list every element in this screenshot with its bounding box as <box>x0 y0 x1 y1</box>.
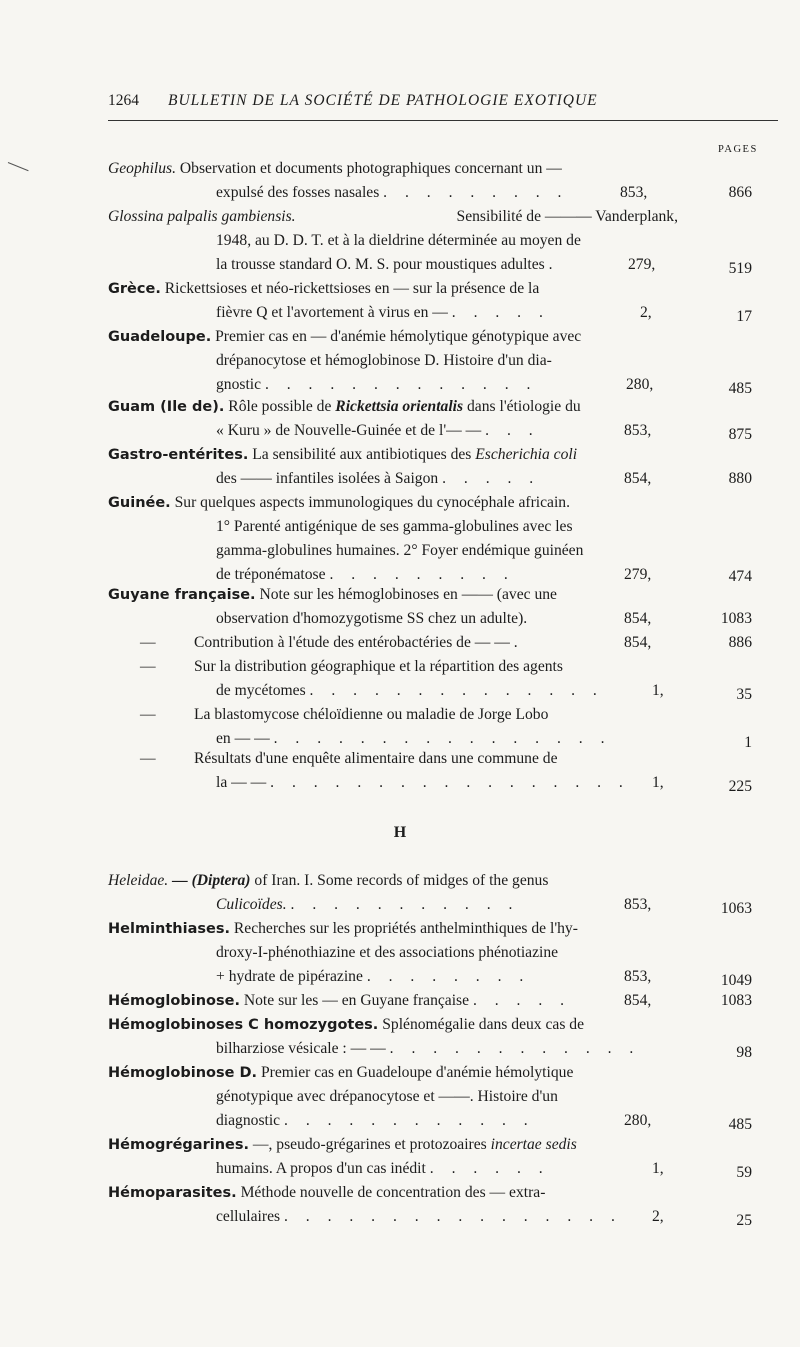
page-ref: 1083 <box>720 610 752 627</box>
page-ref: 98 <box>736 1044 752 1061</box>
volume-ref: 853, <box>620 184 648 201</box>
volume-ref: 2, <box>652 1208 664 1225</box>
volume-ref: 853, <box>624 422 652 439</box>
entry-text: Splénomégalie dans deux cas de <box>382 1016 585 1033</box>
ditto-dash: — <box>140 658 156 675</box>
entry-head: Geophilus. <box>108 160 177 177</box>
entry-text: des —— infantiles isolées à Saigon <box>216 470 439 487</box>
entry-text: fièvre Q et l'avortement à virus en — <box>216 304 448 321</box>
entry-text: Résultats d'une enquête alimentaire dans une commune de <box>194 750 558 767</box>
volume-ref: 1, <box>652 1160 664 1177</box>
entry-text: 1948, au D. D. T. et à la dieldrine déterminée au moyen de <box>216 232 581 249</box>
entry-head: Heleidae. <box>108 872 169 889</box>
entry-text: humains. A propos d'un cas inédit <box>216 1160 426 1177</box>
leader-dots: . . . . . <box>472 992 572 1009</box>
entry-text: la — — <box>216 774 267 791</box>
volume-ref: 853, <box>624 896 652 913</box>
leader-dots: . . . . . . . . . . . . <box>284 1112 535 1129</box>
entry-head: Guadeloupe. <box>108 329 212 345</box>
entry-text: —, pseudo-grégarines et protozoaires <box>252 1136 487 1153</box>
entry-head: Guinée. <box>108 495 171 511</box>
entry-head: Hémoglobinoses C homozygotes. <box>108 1017 379 1033</box>
page-ref: 1063 <box>720 900 752 917</box>
leader-dots: . . . . . . . . . <box>329 566 515 583</box>
entry-text: de mycétomes <box>216 682 306 699</box>
volume-ref: 279, <box>628 256 656 273</box>
page-ref: 25 <box>736 1212 752 1229</box>
leader-dots: . . . . . . . . . . . . . . . . <box>273 730 612 747</box>
leader-dots: . <box>548 256 560 273</box>
entry-text: bilharziose vésicale : — — <box>216 1040 386 1057</box>
volume-ref: 854, <box>624 992 652 1009</box>
entry-text: « Kuru » de Nouvelle-Guinée et de l'— — <box>216 422 482 439</box>
entry-text: Note sur les hémoglobinoses en —— (avec une <box>259 586 557 603</box>
entry-text: Observation et documents photographiques concernant un — <box>179 160 562 177</box>
volume-ref: 1, <box>652 682 664 699</box>
entry-text: Note sur les — en Guyane française <box>243 992 470 1009</box>
leader-dots: . . . . . . . . <box>366 968 531 985</box>
genus-name: Culicoïdes. <box>216 896 287 913</box>
ditto-dash: — <box>140 750 156 767</box>
entry-text: Contribution à l'étude des entérobactéries de — — <box>194 634 510 651</box>
margin-mark <box>8 162 29 171</box>
leader-dots: . . . <box>485 422 540 439</box>
page-ref: 485 <box>728 1116 752 1133</box>
entry-text: + hydrate de pipérazine <box>216 968 363 985</box>
leader-dots: . . . . . . . . . . . . . . <box>309 682 604 699</box>
volume-ref: 2, <box>640 304 652 321</box>
entry-head: Guam (Ile de). <box>108 399 225 415</box>
page-ref: 1 <box>744 734 752 751</box>
entry-text: Premier cas en — d'anémie hémolytique génotypique avec <box>215 328 582 345</box>
journal-title: BULLETIN DE LA SOCIÉTÉ DE PATHOLOGIE EXOTIQUE <box>168 92 598 109</box>
entry-text: Premier cas en Guadeloupe d'anémie hémolytique <box>260 1064 574 1081</box>
running-header <box>108 90 778 120</box>
volume-ref: 280, <box>624 1112 652 1129</box>
entry-text: of Iran. I. Some records of midges of the genus <box>254 872 549 889</box>
leader-dots: . . . . . . . . . . . . <box>389 1040 641 1057</box>
entry-head: Hémoglobinose D. <box>108 1065 258 1081</box>
page-ref: 35 <box>736 686 752 703</box>
page-ref: 880 <box>728 470 752 487</box>
leader-dots: . . . . . . . . . . . . . <box>264 376 538 393</box>
entry-text: La blastomycose chéloïdienne ou maladie de Jorge Lobo <box>194 706 549 723</box>
page-ref: 866 <box>728 184 752 201</box>
ditto-dash: — <box>140 634 156 651</box>
page-ref: 1083 <box>720 992 752 1009</box>
leader-dots: . . . . . . <box>429 1160 550 1177</box>
entry-text: la trousse standard O. M. S. pour moustiques adultes <box>216 256 545 273</box>
leader-dots: . <box>513 634 525 651</box>
page-ref: 225 <box>728 778 752 795</box>
entry-head: Guyane française. <box>108 587 256 603</box>
entry-text: gamma-globulines humaines. 2° Foyer endémique guinéen <box>216 542 584 559</box>
species-name: Escherichia coli <box>475 446 578 463</box>
entry-head: Grèce. <box>108 281 161 297</box>
volume-ref: 853, <box>624 968 652 985</box>
volume-ref: 1, <box>652 774 664 791</box>
entry-text: Sur la distribution géographique et la répartition des agents <box>194 658 563 675</box>
entry-text: expulsé des fosses nasales <box>216 184 380 201</box>
entry-text: La sensibilité aux antibiotiques des <box>252 446 472 463</box>
entry-text: diagnostic <box>216 1112 281 1129</box>
entry-text: gnostic <box>216 376 262 393</box>
entry-head: Helminthiases. <box>108 921 230 937</box>
page-ref: 519 <box>728 260 752 277</box>
leader-dots: . . . . . . . . . . . <box>290 896 520 913</box>
leader-dots: . . . . . <box>442 470 541 487</box>
entry-head: Hémoparasites. <box>108 1185 237 1201</box>
entry-head: Gastro-entérites. <box>108 447 249 463</box>
page-ref: 875 <box>728 426 752 443</box>
page-ref: 886 <box>728 634 752 651</box>
entry-text: dans l'étiologie du <box>467 398 581 415</box>
entry-head: Glossina palpalis gambiensis. <box>108 208 296 225</box>
entry-text: observation d'homozygotisme SS chez un adulte). <box>216 610 528 627</box>
species-name: Rickettsia orientalis <box>335 398 464 415</box>
entry-text: Sensibilité de ——— Vanderplank, <box>456 208 678 225</box>
page-ref: 1049 <box>720 972 752 989</box>
entry-head: Hémoglobinose. <box>108 993 240 1009</box>
entry-text: drépanocytose et hémoglobinose D. Histoire d'un dia- <box>216 352 552 369</box>
entry-text: de tréponématose <box>216 566 326 583</box>
volume-ref: 280, <box>626 376 654 393</box>
section-heading: H <box>393 824 407 841</box>
entry-text: Sur quelques aspects immunologiques du cynocéphale africain. <box>174 494 570 511</box>
volume-ref: 854, <box>624 470 652 487</box>
entry-text: Méthode nouvelle de concentration des — extra- <box>240 1184 546 1201</box>
leader-dots: . . . . . . . . . . . . . . . . . <box>270 774 630 791</box>
leader-dots: . . . . . <box>451 304 550 321</box>
volume-ref: 854, <box>624 634 652 651</box>
entry-text: Recherches sur les propriétés anthelminthiques de l'hy- <box>233 920 578 937</box>
leader-dots: . . . . . . . . . <box>383 184 569 201</box>
leader-dots: . . . . . . . . . . . . . . . . <box>283 1208 622 1225</box>
page-ref: 485 <box>728 380 752 397</box>
page-ref: 59 <box>736 1164 752 1181</box>
entry-text: droxy-I-phénothiazine et des associations phénotiazine <box>216 944 559 961</box>
entry-head: Hémogrégarines. <box>108 1137 249 1153</box>
entry-text: Rickettsioses et néo-rickettsioses en — sur la présence de la <box>164 280 540 297</box>
page-ref: 17 <box>736 308 752 325</box>
ditto-dash: — <box>140 706 156 723</box>
entry-text: cellulaires <box>216 1208 281 1225</box>
header-rule <box>108 120 778 121</box>
entry-text: en — — <box>216 730 270 747</box>
page-ref: 474 <box>728 568 752 585</box>
italic-term: incertae sedis <box>490 1136 577 1153</box>
pages-column-header: PAGES <box>718 144 758 155</box>
volume-ref: 854, <box>624 610 652 627</box>
entry-text: Rôle possible de <box>228 398 332 415</box>
volume-ref: 279, <box>624 566 652 583</box>
page-number: 1264 <box>108 92 139 109</box>
taxon-order: — (Diptera) <box>172 872 251 889</box>
entry-text: 1° Parenté antigénique de ses gamma-globulines avec les <box>216 518 573 535</box>
entry-text: génotypique avec drépanocytose et ——. Histoire d'un <box>216 1088 558 1105</box>
